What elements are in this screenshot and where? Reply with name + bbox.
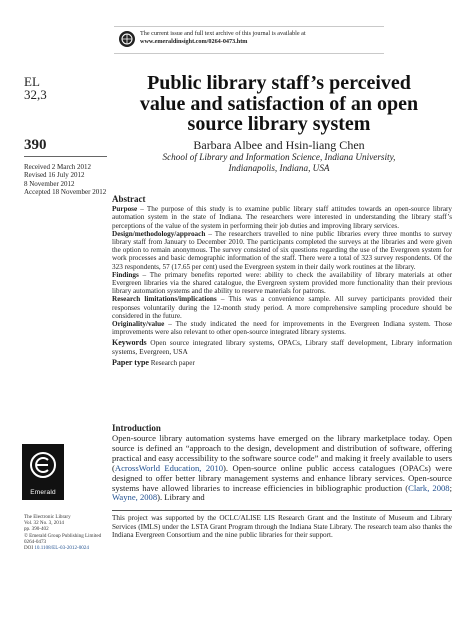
authors: Barbara Albee and Hsin-liang Chen xyxy=(193,138,365,152)
emerald-wordmark: Emerald xyxy=(30,489,56,496)
section-text: – The study indicated the need for improvements in the Evergreen Indiana system. Those improvements were also relevant to other open-source integrated library systems. xyxy=(112,320,452,337)
doi-line xyxy=(24,545,101,551)
article-title xyxy=(110,73,448,135)
abstract-section xyxy=(112,271,452,296)
section-text: – The primary benefits reported were: ability to check the availability of library materials at other Evergreen libraries via the shared catalogue, the Evergreen system provided more functionality than their previous library automation systems and the ability to reserve materials for patrons. xyxy=(112,270,452,296)
section-label: Design/methodology/approach xyxy=(112,229,206,238)
citation-line: Vol. 32 No. 3, 2014 xyxy=(24,520,64,527)
title-line: Public library staff’s perceived xyxy=(147,72,411,94)
citation-link[interactable]: Wayne, 2008 xyxy=(112,492,158,503)
intro-text: ). Open-source online public access catalogues (OPACs) were designed to offer better library management systems and enhance library services. Open-source systems have allowed libraries to increase efficiencies in bibliographic production ( xyxy=(112,462,453,493)
abstract-section xyxy=(112,295,452,320)
paper-type-label: Paper type xyxy=(112,357,149,367)
citation-line: pp. 390-402 xyxy=(24,526,49,533)
date-line: 8 November 2012 xyxy=(24,179,75,188)
abstract-section xyxy=(112,205,452,230)
introduction xyxy=(112,423,452,503)
title-line: source library system xyxy=(187,113,371,135)
divider xyxy=(112,510,452,511)
title-line: value and satisfaction of an open xyxy=(139,92,419,115)
volume-issue: 32,3 xyxy=(24,87,47,102)
abstract-heading: Abstract xyxy=(112,194,146,204)
doi-label: DOI xyxy=(24,545,35,552)
date-line: Received 2 March 2012 xyxy=(24,163,92,171)
introduction-paragraph xyxy=(112,434,452,503)
section-label: Research limitations/implications xyxy=(112,295,217,304)
divider xyxy=(24,156,107,157)
intro-text: Open-source library automation systems have emerged on the library marketplace today. Open source is defined an “approach to the design, development and distribution of software, offering practical and easy accessibility to the software source code” and making it freely available to users ( xyxy=(112,433,452,473)
date-line: Revised 16 July 2012 xyxy=(24,171,85,180)
emerald-globe-icon xyxy=(118,30,136,48)
banner-url-link[interactable]: www.emeraldinsight.com/0264-0473.htm xyxy=(140,38,248,45)
emerald-logo xyxy=(22,444,64,500)
affiliation xyxy=(110,152,448,174)
keywords xyxy=(112,339,452,355)
abstract xyxy=(112,195,452,367)
keywords-text: Open source integrated library systems, OPACs, Library staff development, Library information systems, Evergreen, USA xyxy=(112,338,452,356)
intro-text: ; xyxy=(449,482,452,493)
section-label: Purpose xyxy=(112,205,138,214)
intro-text: ). Library and xyxy=(157,492,205,503)
keywords-label: Keywords xyxy=(112,338,147,348)
section-text: – The researchers travelled to nine public libraries every three months to survey library staff from January to December 2010. The participants completed the surveys at the libraries and were given the option to remain anonymous. The survey consisted of six questions regarding the use of the Evergreen system for work processes and basic demographic information of the staff. There were a total of 323 survey respondents. Of the 323 respondents, 57 (17.65 per cent) used the Evergreen system in their daily work routines at the library. xyxy=(112,229,452,271)
received-dates xyxy=(24,163,106,196)
citation-link[interactable]: Clark, 2008 xyxy=(408,482,450,493)
citation-line: 0264-0473 xyxy=(24,538,47,545)
affiliation-line: Indianapolis, Indiana, USA xyxy=(228,163,330,173)
introduction-heading: Introduction xyxy=(112,423,161,433)
doi-link[interactable]: 10.1108/EL-03-2012-0024 xyxy=(34,545,89,552)
section-text: – This was a convenience sample. All survey participants provided their responses voluntarily during the 12-month study period. A more comprehensive sampling procedure should be considered in the future. xyxy=(112,295,452,320)
banner-line: The current issue and full text archive of this journal is available at xyxy=(140,30,306,37)
citation-link[interactable]: AcrossWorld Education, 2010 xyxy=(114,462,224,473)
journal-abbrev: EL xyxy=(24,74,40,89)
section-text: – The purpose of this study is to examine public library staff attitudes towards an open-source library automation system in the state of Indiana. The researchers were interested in understanding the library staff’s perceptions of the value of the system in performing their job duties and improving library services. xyxy=(112,205,452,230)
emerald-e-icon xyxy=(29,451,57,479)
acknowledgement-footnote: This project was supported by the OCLC/ALISE LIS Research Grant and the Institute of Museum and Library Services (IMLS) under the LSTA Grant Program through the Indiana State Library. The research team also thanks the Indiana Evergreen Consortium and the nine public libraries for their support. xyxy=(112,514,452,539)
paper-type xyxy=(112,359,452,367)
citation-line: The Electronic Library xyxy=(24,514,71,520)
date-line: Accepted 18 November 2012 xyxy=(24,187,107,196)
abstract-section xyxy=(112,230,452,271)
page-number: 390 xyxy=(24,137,47,153)
abstract-section xyxy=(112,320,452,336)
citation-line: © Emerald Group Publishing Limited xyxy=(24,532,102,539)
journal-code xyxy=(24,75,47,101)
paper-type-text: Research paper xyxy=(148,358,195,367)
affiliation-line: School of Library and Information Science, Indiana University, xyxy=(162,152,396,162)
section-label: Findings xyxy=(112,270,139,279)
section-label: Originality/value xyxy=(112,320,165,329)
citation-info xyxy=(24,514,101,551)
banner-text xyxy=(140,30,306,46)
